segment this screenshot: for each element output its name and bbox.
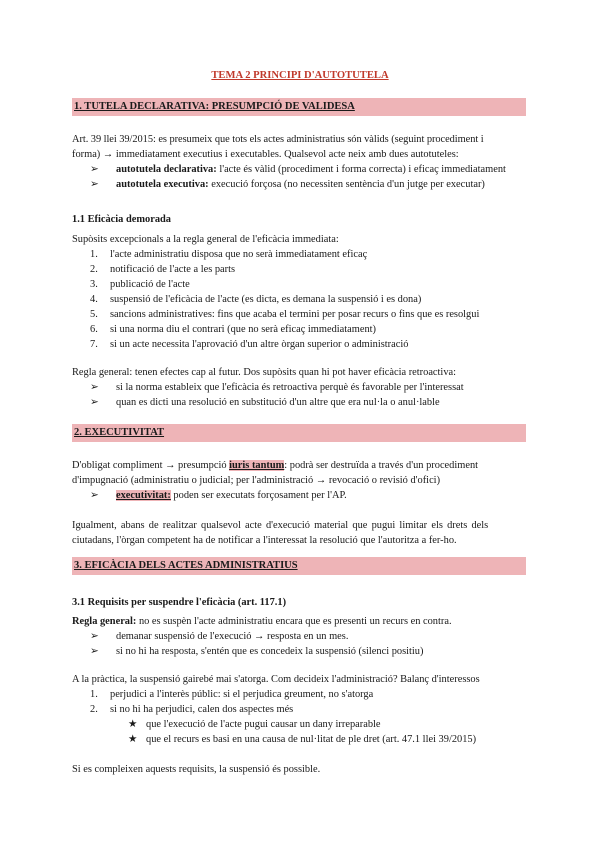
list-item: ➢ executivitat: poden ser executats forçosament per l'AP. [72, 489, 347, 504]
numbered-item: 1. perjudici a l'interès públic: si el perjudica greument, no s'atorga [90, 689, 374, 700]
paragraph-line: Regla general: tenen efectes cap al futur. Dos supòsits quan hi pot haver eficàcia retroactiva: [72, 367, 457, 378]
item-text: execució forçosa (no necessiten sentència d'un jutge per executar) [208, 179, 485, 190]
paragraph-line: Art. 39 llei 39/2015: es presumeix que tots els actes administratius són vàlids (seguint procediment i [72, 134, 484, 145]
section-header-1 [72, 98, 526, 116]
subsection-heading: 1.1 Eficàcia demorada [72, 214, 171, 225]
arrow-bullet-icon: ➢ [90, 631, 99, 642]
star-item: ★ que el recurs es basi en una causa de nul·litat de ple dret (art. 47.1 llei 39/2015) [128, 733, 476, 748]
paragraph-line: Supòsits excepcionals a la regla general de l'eficàcia immediata: [72, 234, 339, 245]
star-bullet-icon: ★ [128, 734, 138, 745]
list-item: ➢ si no hi ha resposta, s'entén que es concedeix la suspensió (silenci positiu) [72, 645, 423, 660]
paragraph-line: Si es compleixen aquests requisits, la suspensió és possible. [72, 764, 321, 775]
arrow-bullet-icon: ➢ [90, 382, 99, 393]
item-text: l'acte és vàlid (procediment i forma correcta) i eficaç immediatament [216, 164, 506, 175]
numbered-item: 7. si un acte necessita l'aprovació d'un altre òrgan superior o administració [90, 339, 409, 350]
section-header-2 [72, 424, 526, 442]
paragraph-line: Regla general: no es suspèn l'acte administratiu encara que es presenti un recurs en contra. [72, 616, 452, 627]
numbered-item: 3. publicació de l'acte [90, 279, 190, 290]
section-title: 3. EFICÀCIA DELS ACTES ADMINISTRATIUS [74, 560, 298, 571]
star-bullet-icon: ★ [128, 719, 138, 730]
subsection-heading: 3.1 Requisits per suspendre l'eficàcia (art. 117.1) [72, 597, 287, 608]
section-title: 1. TUTELA DECLARATIVA: PRESUMPCIÓ DE VALIDESA [74, 101, 355, 112]
star-item: ★ que l'execució de l'acte pugui causar un dany irreparable [128, 718, 381, 733]
paragraph-line: ciutadans, l'òrgan competent ha de notificar a l'interessat la resolució que l'autoritza a fer-ho. [72, 535, 457, 546]
bold-term: autotutela declarativa: [116, 164, 217, 175]
paragraph-line: A la pràctica, la suspensió gairebé mai s'atorga. Com decideix l'administració? Balanç d'interessos [72, 674, 480, 685]
paragraph-line: forma) → immediatament executius i executables. Qualsevol acte neix amb dues autotuteles: [72, 149, 459, 160]
arrow-bullet-icon: ➢ [90, 490, 99, 501]
list-item [72, 178, 485, 193]
numbered-item: 4. suspensió de l'eficàcia de l'acte (es dicta, es demana la suspensió i es dona) [90, 294, 422, 305]
paragraph-line: D'obligat compliment → presumpció iuris tantum: podrà ser destruïda a través d'un procediment [72, 460, 479, 471]
numbered-item: 2. si no hi ha perjudici, calen dos aspectes més [90, 704, 294, 715]
arrow-bullet-icon: ➢ [90, 179, 99, 190]
list-item [72, 163, 506, 178]
highlight-term: iuris tantum [229, 460, 285, 471]
paragraph-line: Igualment, abans de realitzar qualsevol acte d'execució material que pugui limitar els drets dels [72, 520, 489, 531]
list-item: ➢ si la norma estableix que l'eficàcia és retroactiva perquè és favorable per l'interessat [72, 381, 464, 396]
arrow-bullet-icon: ➢ [90, 646, 99, 657]
page-title: TEMA 2 PRINCIPI D'AUTOTUTELA [211, 70, 389, 81]
list-item: ➢ demanar suspensió de l'execució → resposta en un mes. [72, 630, 348, 645]
arrow-bullet-icon: ➢ [90, 397, 99, 408]
bold-term: autotutela executiva: [116, 179, 209, 190]
numbered-item: 2. notificació de l'acte a les parts [90, 264, 236, 275]
list-item: ➢ quan es dicti una resolució en substitució d'un altre que era nul·la o anul·lable [72, 396, 440, 411]
highlight-term: executivitat: [116, 490, 171, 501]
section-title: 2. EXECUTIVITAT [74, 427, 165, 438]
numbered-item: 1. l'acte administratiu disposa que no serà immediatament eficaç [90, 249, 368, 260]
section-header-3 [72, 557, 526, 575]
paragraph-line: d'impugnació (administratiu o judicial; per l'administració → revocació o revisió d'ofici) [72, 475, 441, 486]
numbered-item: 5. sancions administratives: fins que acaba el termini per posar recurs o fins que es resolgui [90, 309, 480, 320]
arrow-bullet-icon: ➢ [90, 164, 99, 175]
numbered-item: 6. si una norma diu el contrari (que no serà eficaç immediatament) [90, 324, 377, 335]
